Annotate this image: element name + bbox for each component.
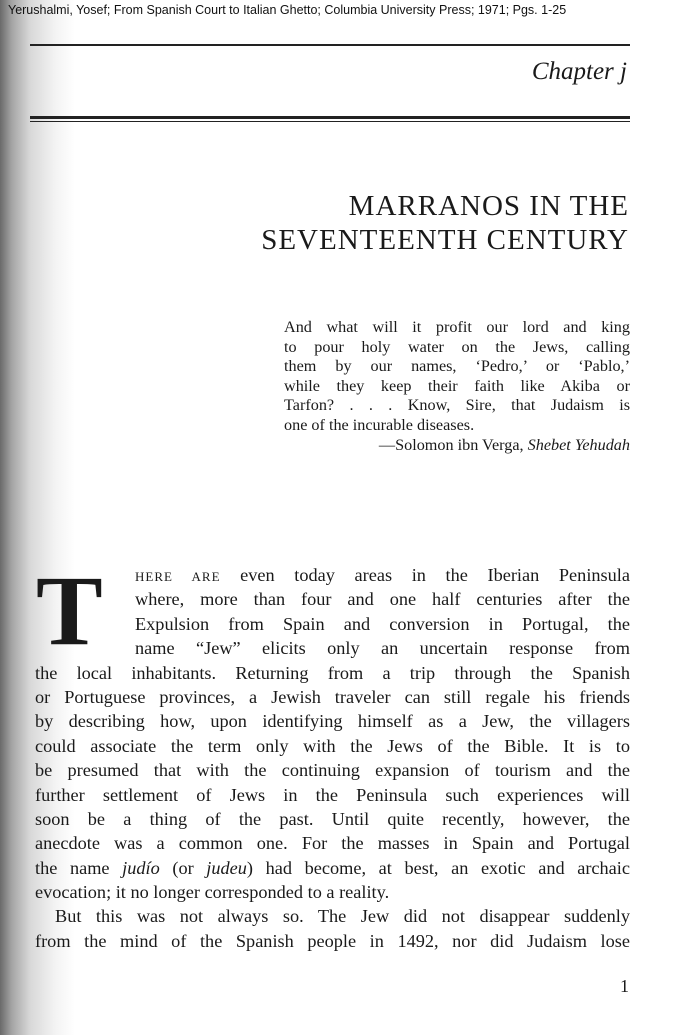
body-line: [135, 636, 630, 660]
body-line: [35, 807, 630, 831]
text-run: evocation; it no longer corresponded to a reality.: [35, 882, 390, 903]
text-run: be presumed that with the continuing expansion of tourism and the: [35, 760, 630, 781]
text-run: Expulsion from Spain and conversion in Portugal, the: [135, 613, 630, 634]
body-line: [35, 734, 630, 758]
text-run: by describing how, upon identifying himself as a Jew, the villagers: [35, 711, 630, 732]
body-line: [35, 856, 630, 880]
text-run: soon be a thing of the past. Until quite recently, however, the: [35, 808, 630, 829]
epigraph-line: while they keep their faith like Akiba or: [284, 376, 630, 395]
text-run: could associate the term only with the Jews of the Bible. It is to: [35, 735, 630, 756]
chapter-title-line-1: MARRANOS IN THE: [348, 190, 629, 222]
italic-term: judeu: [206, 857, 247, 878]
chapter-title-line-2: SEVENTEENTH CENTURY: [261, 224, 629, 256]
body-line: [35, 904, 630, 928]
epigraph-line: one of the incurable diseases.: [284, 415, 475, 434]
body-line: [135, 563, 630, 587]
body-line: [135, 587, 630, 611]
small-caps-opening: HERE ARE: [135, 569, 221, 584]
text-run: But this was not always so. The Jew did not disappear suddenly: [55, 906, 630, 927]
body-line: [35, 758, 630, 782]
epigraph-line: them by our names, ‘Pedro,’ or ‘Pablo,’: [284, 357, 630, 376]
epigraph: [284, 318, 630, 455]
text-run: the local inhabitants. Returning from a trip through the Spanish: [35, 662, 630, 683]
text-run: or Portuguese provinces, a Jewish traveler can still regale his friends: [35, 686, 630, 707]
attribution-author: —Solomon ibn Verga,: [378, 435, 524, 454]
body-line: [35, 880, 630, 904]
text-run: the name: [35, 857, 123, 878]
epigraph-line: to pour holy water on the Jews, calling: [284, 337, 630, 356]
chapter-rule-upper: [30, 116, 630, 119]
text-run: even today areas in the Iberian Peninsula: [220, 565, 630, 585]
body-line: [35, 685, 630, 709]
top-rule: [30, 44, 630, 46]
body-line: [35, 831, 630, 855]
text-run: ) had become, at best, an exotic and archaic: [246, 857, 630, 878]
body-line: [35, 783, 630, 807]
epigraph-attribution: [284, 436, 630, 456]
body-text: [35, 555, 630, 953]
page-number: 1: [620, 976, 629, 996]
text-run: from the mind of the Spanish people in 1492, nor did Judaism lose: [35, 930, 630, 951]
attribution-source: Shebet Yehudah: [527, 435, 630, 454]
text-run: further settlement of Jews in the Peninsula such experiences will: [35, 784, 630, 805]
text-run: anecdote was a common one. For the masses in Spain and Portugal: [35, 833, 630, 854]
epigraph-line: And what will it profit our lord and king: [284, 318, 630, 336]
drop-cap: T: [36, 555, 103, 666]
italic-term: judío: [122, 857, 160, 878]
body-line: [135, 612, 630, 636]
body-line: [35, 661, 630, 685]
body-line: [35, 929, 630, 953]
chapter-rule-lower: [30, 121, 630, 122]
chapter-label: Chapter j: [531, 58, 627, 85]
epigraph-line: Tarfon? . . . Know, Sire, that Judaism is: [284, 396, 630, 415]
citation-header: Yerushalmi, Yosef; From Spanish Court to Italian Ghetto; Columbia University Press; 1971; Pgs. 1-25: [8, 3, 567, 17]
text-run: (or: [159, 857, 207, 878]
text-run: where, more than four and one half centuries after the: [135, 589, 630, 610]
body-line: [35, 709, 630, 733]
text-run: name “Jew” elicits only an uncertain response from: [135, 638, 630, 659]
